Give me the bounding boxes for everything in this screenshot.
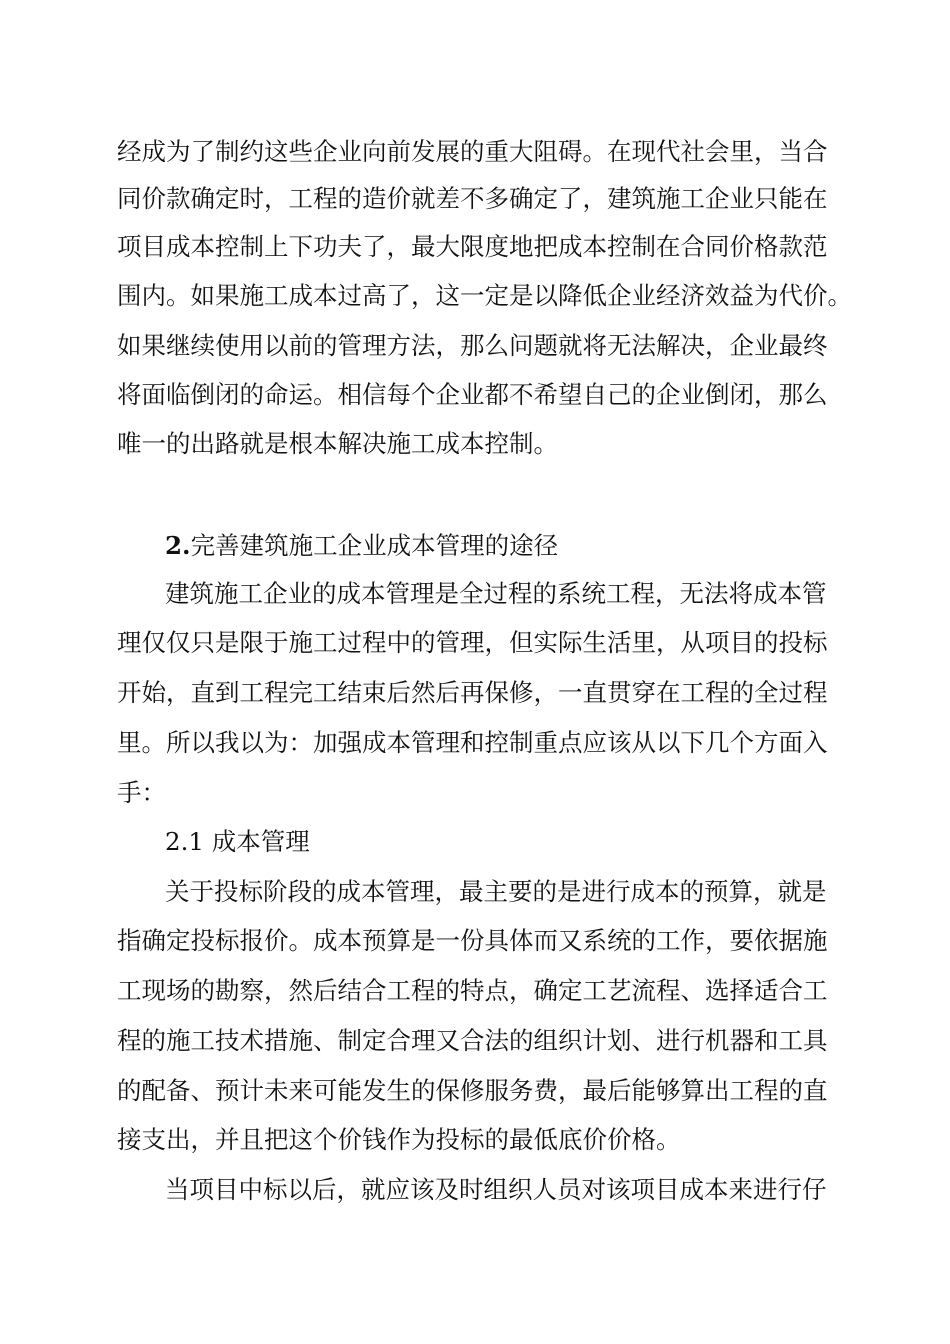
paragraph-1-line-5: 如果继续使用以前的管理方法，那么问题就将无法解决，企业最终: [117, 331, 828, 360]
paragraph-2-line-1: 建筑施工企业的成本管理是全过程的系统工程，无法将成本管: [165, 579, 827, 608]
paragraph-1-line-7: 唯一的出路就是根本解决施工成本控制。: [117, 429, 558, 458]
paragraph-1-line-3: 项目成本控制上下功夫了，最大限度地把成本控制在合同价格款范: [117, 232, 828, 261]
paragraph-3-line-3: 工现场的勘察，然后结合工程的特点，确定工艺流程、选择适合工: [117, 976, 828, 1005]
paragraph-1-line-6: 将面临倒闭的命运。相信每个企业都不希望自己的企业倒闭，那么: [117, 380, 828, 409]
paragraph-4-line-1: 当项目中标以后，就应该及时组织人员对该项目成本来进行仔: [165, 1175, 827, 1204]
paragraph-2-line-3: 开始，直到工程完工结束后然后再保修，一直贯穿在工程的全过程: [117, 678, 828, 707]
paragraph-2-line-2: 理仅仅只是限于施工过程中的管理，但实际生活里，从项目的投标: [117, 628, 828, 657]
paragraph-1-line-4: 围内。如果施工成本过高了，这一定是以降低企业经济效益为代价。: [117, 281, 852, 310]
paragraph-3-line-1: 关于投标阶段的成本管理，最主要的是进行成本的预算，就是: [165, 877, 827, 906]
section-2-title: 完善建筑施工企业成本管理的途径: [190, 531, 559, 560]
section-2-heading: [165, 530, 558, 562]
paragraph-3-line-5: 的配备、预计未来可能发生的保修服务费，最后能够算出工程的直: [117, 1076, 828, 1105]
paragraph-2-line-5: 手：: [117, 778, 166, 807]
paragraph-3-line-6: 接支出，并且把这个价钱作为投标的最低底价价格。: [117, 1125, 681, 1154]
paragraph-3-line-4: 程的施工技术措施、制定合理又合法的组织计划、进行机器和工具: [117, 1026, 828, 1055]
section-2-1-heading: 2.1 成本管理: [165, 827, 310, 856]
paragraph-2-line-4: 里。所以我以为：加强成本管理和控制重点应该从以下几个方面入: [117, 728, 828, 757]
paragraph-1-line-2: 同价款确定时，工程的造价就差不多确定了，建筑施工企业只能在: [117, 184, 828, 213]
section-2-number: 2.: [165, 531, 191, 560]
paragraph-3-line-2: 指确定投标报价。成本预算是一份具体而又系统的工作，要依据施: [117, 926, 828, 955]
paragraph-1-line-1: 经成为了制约这些企业向前发展的重大阻碍。在现代社会里，当合: [117, 137, 828, 166]
